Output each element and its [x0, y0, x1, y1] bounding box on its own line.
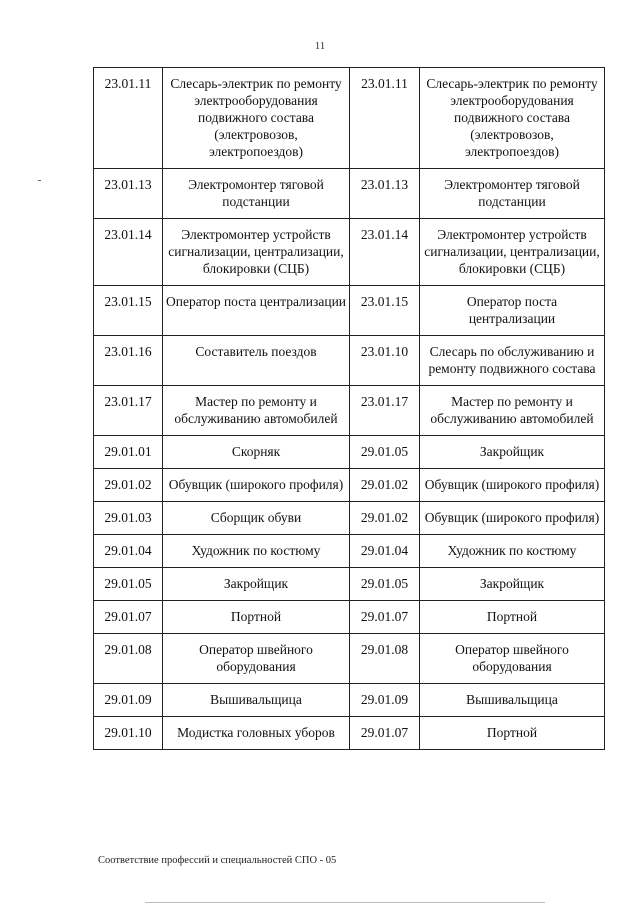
profession-name-cell: Обувщик (широкого профиля)	[163, 469, 350, 502]
profession-name-cell: Модистка головных уборов	[163, 717, 350, 750]
profession-code-cell: 29.01.08	[94, 634, 163, 684]
profession-code-cell: 23.01.13	[94, 169, 163, 219]
new-profession-code-cell: 23.01.15	[350, 286, 420, 336]
profession-code-cell: 23.01.17	[94, 386, 163, 436]
table-row	[94, 601, 605, 634]
table-row	[94, 502, 605, 535]
new-profession-code-cell: 23.01.17	[350, 386, 420, 436]
profession-name-cell: Слесарь-электрик по ремонту электрооборудования подвижного состава (электровозов, электропоездов)	[163, 68, 350, 169]
profession-name-cell: Художник по костюму	[163, 535, 350, 568]
new-profession-name-cell: Закройщик	[420, 568, 605, 601]
new-profession-code-cell: 29.01.05	[350, 436, 420, 469]
profession-name-cell: Оператор поста централизации	[163, 286, 350, 336]
new-profession-code-cell: 29.01.07	[350, 717, 420, 750]
new-profession-name-cell: Обувщик (широкого профиля)	[420, 502, 605, 535]
profession-name-cell: Составитель поездов	[163, 336, 350, 386]
profession-name-cell: Скорняк	[163, 436, 350, 469]
profession-code-cell: 29.01.07	[94, 601, 163, 634]
profession-code-cell: 29.01.01	[94, 436, 163, 469]
profession-code-cell: 29.01.09	[94, 684, 163, 717]
table-row	[94, 286, 605, 336]
table-row	[94, 219, 605, 286]
profession-name-cell: Электромонтер устройств сигнализации, централизации, блокировки (СЦБ)	[163, 219, 350, 286]
table-body	[94, 68, 605, 750]
new-profession-name-cell: Слесарь-электрик по ремонту электрооборудования подвижного состава (электровозов, электропоездов)	[420, 68, 605, 169]
profession-code-cell: 23.01.16	[94, 336, 163, 386]
new-profession-code-cell: 29.01.02	[350, 469, 420, 502]
table-row	[94, 68, 605, 169]
new-profession-name-cell: Электромонтер устройств сигнализации, централизации, блокировки (СЦБ)	[420, 219, 605, 286]
profession-name-cell: Электромонтер тяговой подстанции	[163, 169, 350, 219]
new-profession-code-cell: 29.01.09	[350, 684, 420, 717]
table-row	[94, 568, 605, 601]
table-row	[94, 469, 605, 502]
new-profession-code-cell: 23.01.14	[350, 219, 420, 286]
table-row	[94, 684, 605, 717]
table-row	[94, 535, 605, 568]
new-profession-code-cell: 29.01.04	[350, 535, 420, 568]
new-profession-name-cell: Электромонтер тяговой подстанции	[420, 169, 605, 219]
table-row	[94, 169, 605, 219]
scan-bottom-line	[145, 902, 545, 903]
profession-name-cell: Сборщик обуви	[163, 502, 350, 535]
new-profession-code-cell: 23.01.10	[350, 336, 420, 386]
new-profession-code-cell: 29.01.08	[350, 634, 420, 684]
table-row	[94, 634, 605, 684]
new-profession-code-cell: 23.01.13	[350, 169, 420, 219]
profession-name-cell: Оператор швейного оборудования	[163, 634, 350, 684]
profession-code-cell: 29.01.04	[94, 535, 163, 568]
table-row	[94, 336, 605, 386]
table-row	[94, 717, 605, 750]
new-profession-name-cell: Портной	[420, 717, 605, 750]
table-row	[94, 386, 605, 436]
new-profession-name-cell: Закройщик	[420, 436, 605, 469]
profession-code-cell: 29.01.10	[94, 717, 163, 750]
profession-name-cell: Портной	[163, 601, 350, 634]
profession-name-cell: Мастер по ремонту и обслуживанию автомобилей	[163, 386, 350, 436]
profession-code-cell: 29.01.02	[94, 469, 163, 502]
new-profession-name-cell: Обувщик (широкого профиля)	[420, 469, 605, 502]
new-profession-code-cell: 29.01.07	[350, 601, 420, 634]
page-number: 11	[314, 40, 326, 52]
new-profession-name-cell: Мастер по ремонту и обслуживанию автомобилей	[420, 386, 605, 436]
new-profession-name-cell: Вышивальщица	[420, 684, 605, 717]
profession-code-cell: 23.01.11	[94, 68, 163, 169]
profession-code-cell: 29.01.05	[94, 568, 163, 601]
profession-name-cell: Вышивальщица	[163, 684, 350, 717]
profession-code-cell: 23.01.14	[94, 219, 163, 286]
new-profession-code-cell: 29.01.02	[350, 502, 420, 535]
new-profession-code-cell: 29.01.05	[350, 568, 420, 601]
profession-name-cell: Закройщик	[163, 568, 350, 601]
profession-code-cell: 29.01.03	[94, 502, 163, 535]
scan-margin-mark	[38, 180, 41, 181]
profession-code-cell: 23.01.15	[94, 286, 163, 336]
new-profession-code-cell: 23.01.11	[350, 68, 420, 169]
new-profession-name-cell: Оператор поста централизации	[420, 286, 605, 336]
page-footer: Соответствие профессий и специальностей СПО - 05	[98, 855, 337, 866]
new-profession-name-cell: Художник по костюму	[420, 535, 605, 568]
new-profession-name-cell: Оператор швейного оборудования	[420, 634, 605, 684]
new-profession-name-cell: Портной	[420, 601, 605, 634]
new-profession-name-cell: Слесарь по обслуживанию и ремонту подвижного состава	[420, 336, 605, 386]
profession-correspondence-table	[93, 67, 605, 750]
table-row	[94, 436, 605, 469]
